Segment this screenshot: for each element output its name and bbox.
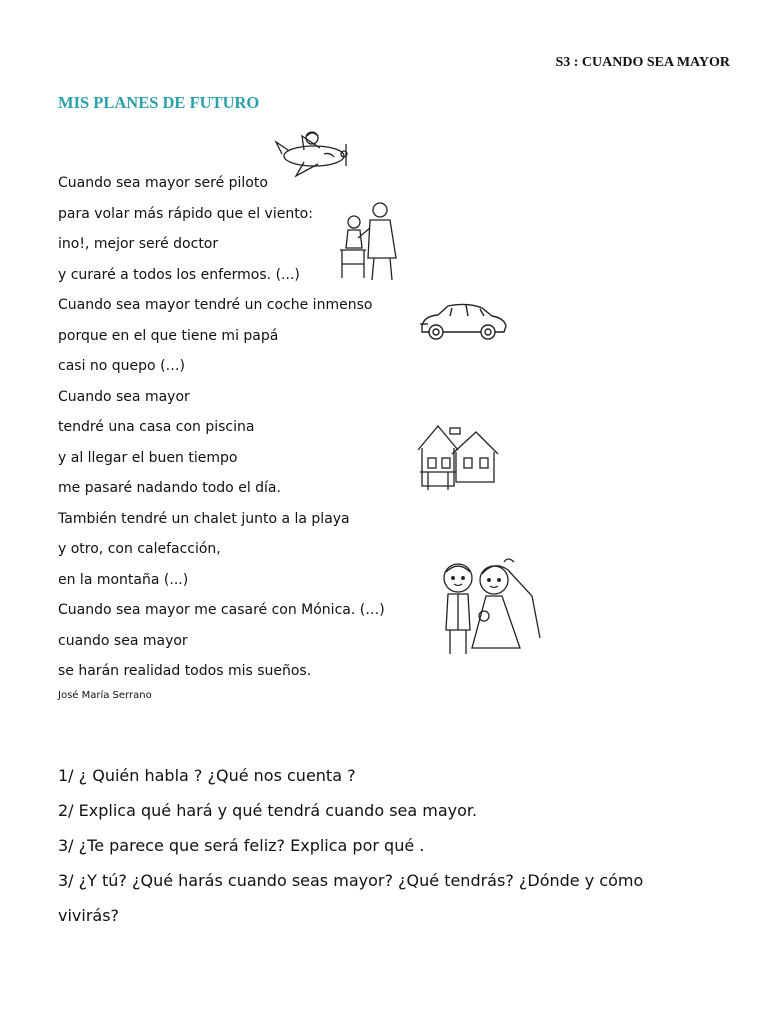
poem-line: y al llegar el buen tiempo bbox=[58, 449, 238, 466]
poem-line: tendré una casa con piscina bbox=[58, 419, 255, 435]
poem-line: Cuando sea mayor bbox=[58, 388, 190, 405]
poem-line: se harán realidad todos mis sueños. bbox=[58, 663, 312, 679]
page-title: MIS PLANES DE FUTURO bbox=[58, 93, 260, 112]
wedding-couple-illustration bbox=[436, 556, 544, 658]
poem-line: cuando sea mayor bbox=[58, 632, 188, 649]
question-item: 2/ Explica qué hará y qué tendrá cuando sea mayor. bbox=[58, 801, 478, 820]
poem-line: ino!, mejor seré doctor bbox=[58, 236, 219, 252]
poem-line: Cuando sea mayor me casaré con Mónica. (…) bbox=[58, 602, 385, 618]
poem-line: porque en el que tiene mi papá bbox=[58, 327, 279, 344]
questions bbox=[58, 758, 643, 933]
poem-line: en la montaña (...) bbox=[58, 571, 189, 588]
poem-line: Cuando sea mayor seré piloto bbox=[58, 175, 268, 191]
unit-heading: S3 : CUANDO SEA MAYOR bbox=[555, 55, 730, 70]
poem-line: casi no quepo (…) bbox=[58, 358, 185, 374]
poem-line: me pasaré nadando todo el día. bbox=[58, 480, 281, 496]
car-illustration bbox=[418, 300, 508, 342]
poem-line: para volar más rápido que el viento: bbox=[58, 205, 313, 222]
poem-author: José María Serrano bbox=[58, 690, 152, 701]
house-illustration bbox=[414, 420, 502, 494]
poem-line: y otro, con calefacción, bbox=[58, 541, 221, 557]
question-item: vivirás? bbox=[58, 906, 120, 925]
question-item: 1/ ¿ Quién habla ? ¿Qué nos cuenta ? bbox=[58, 766, 356, 785]
poem-line: Cuando sea mayor tendré un coche inmenso bbox=[58, 297, 373, 313]
question-item: 3/ ¿Te parece que será feliz? Explica por qué . bbox=[58, 836, 425, 855]
airplane-illustration bbox=[274, 124, 356, 180]
question-item: 3/ ¿Y tú? ¿Qué harás cuando seas mayor? ¿Qué tendrás? ¿Dónde y cómo bbox=[58, 871, 644, 890]
doctor-illustration bbox=[334, 198, 404, 284]
poem-line: y curaré a todos los enfermos. (...) bbox=[58, 266, 300, 283]
poem-line: También tendré un chalet junto a la playa bbox=[58, 510, 350, 527]
